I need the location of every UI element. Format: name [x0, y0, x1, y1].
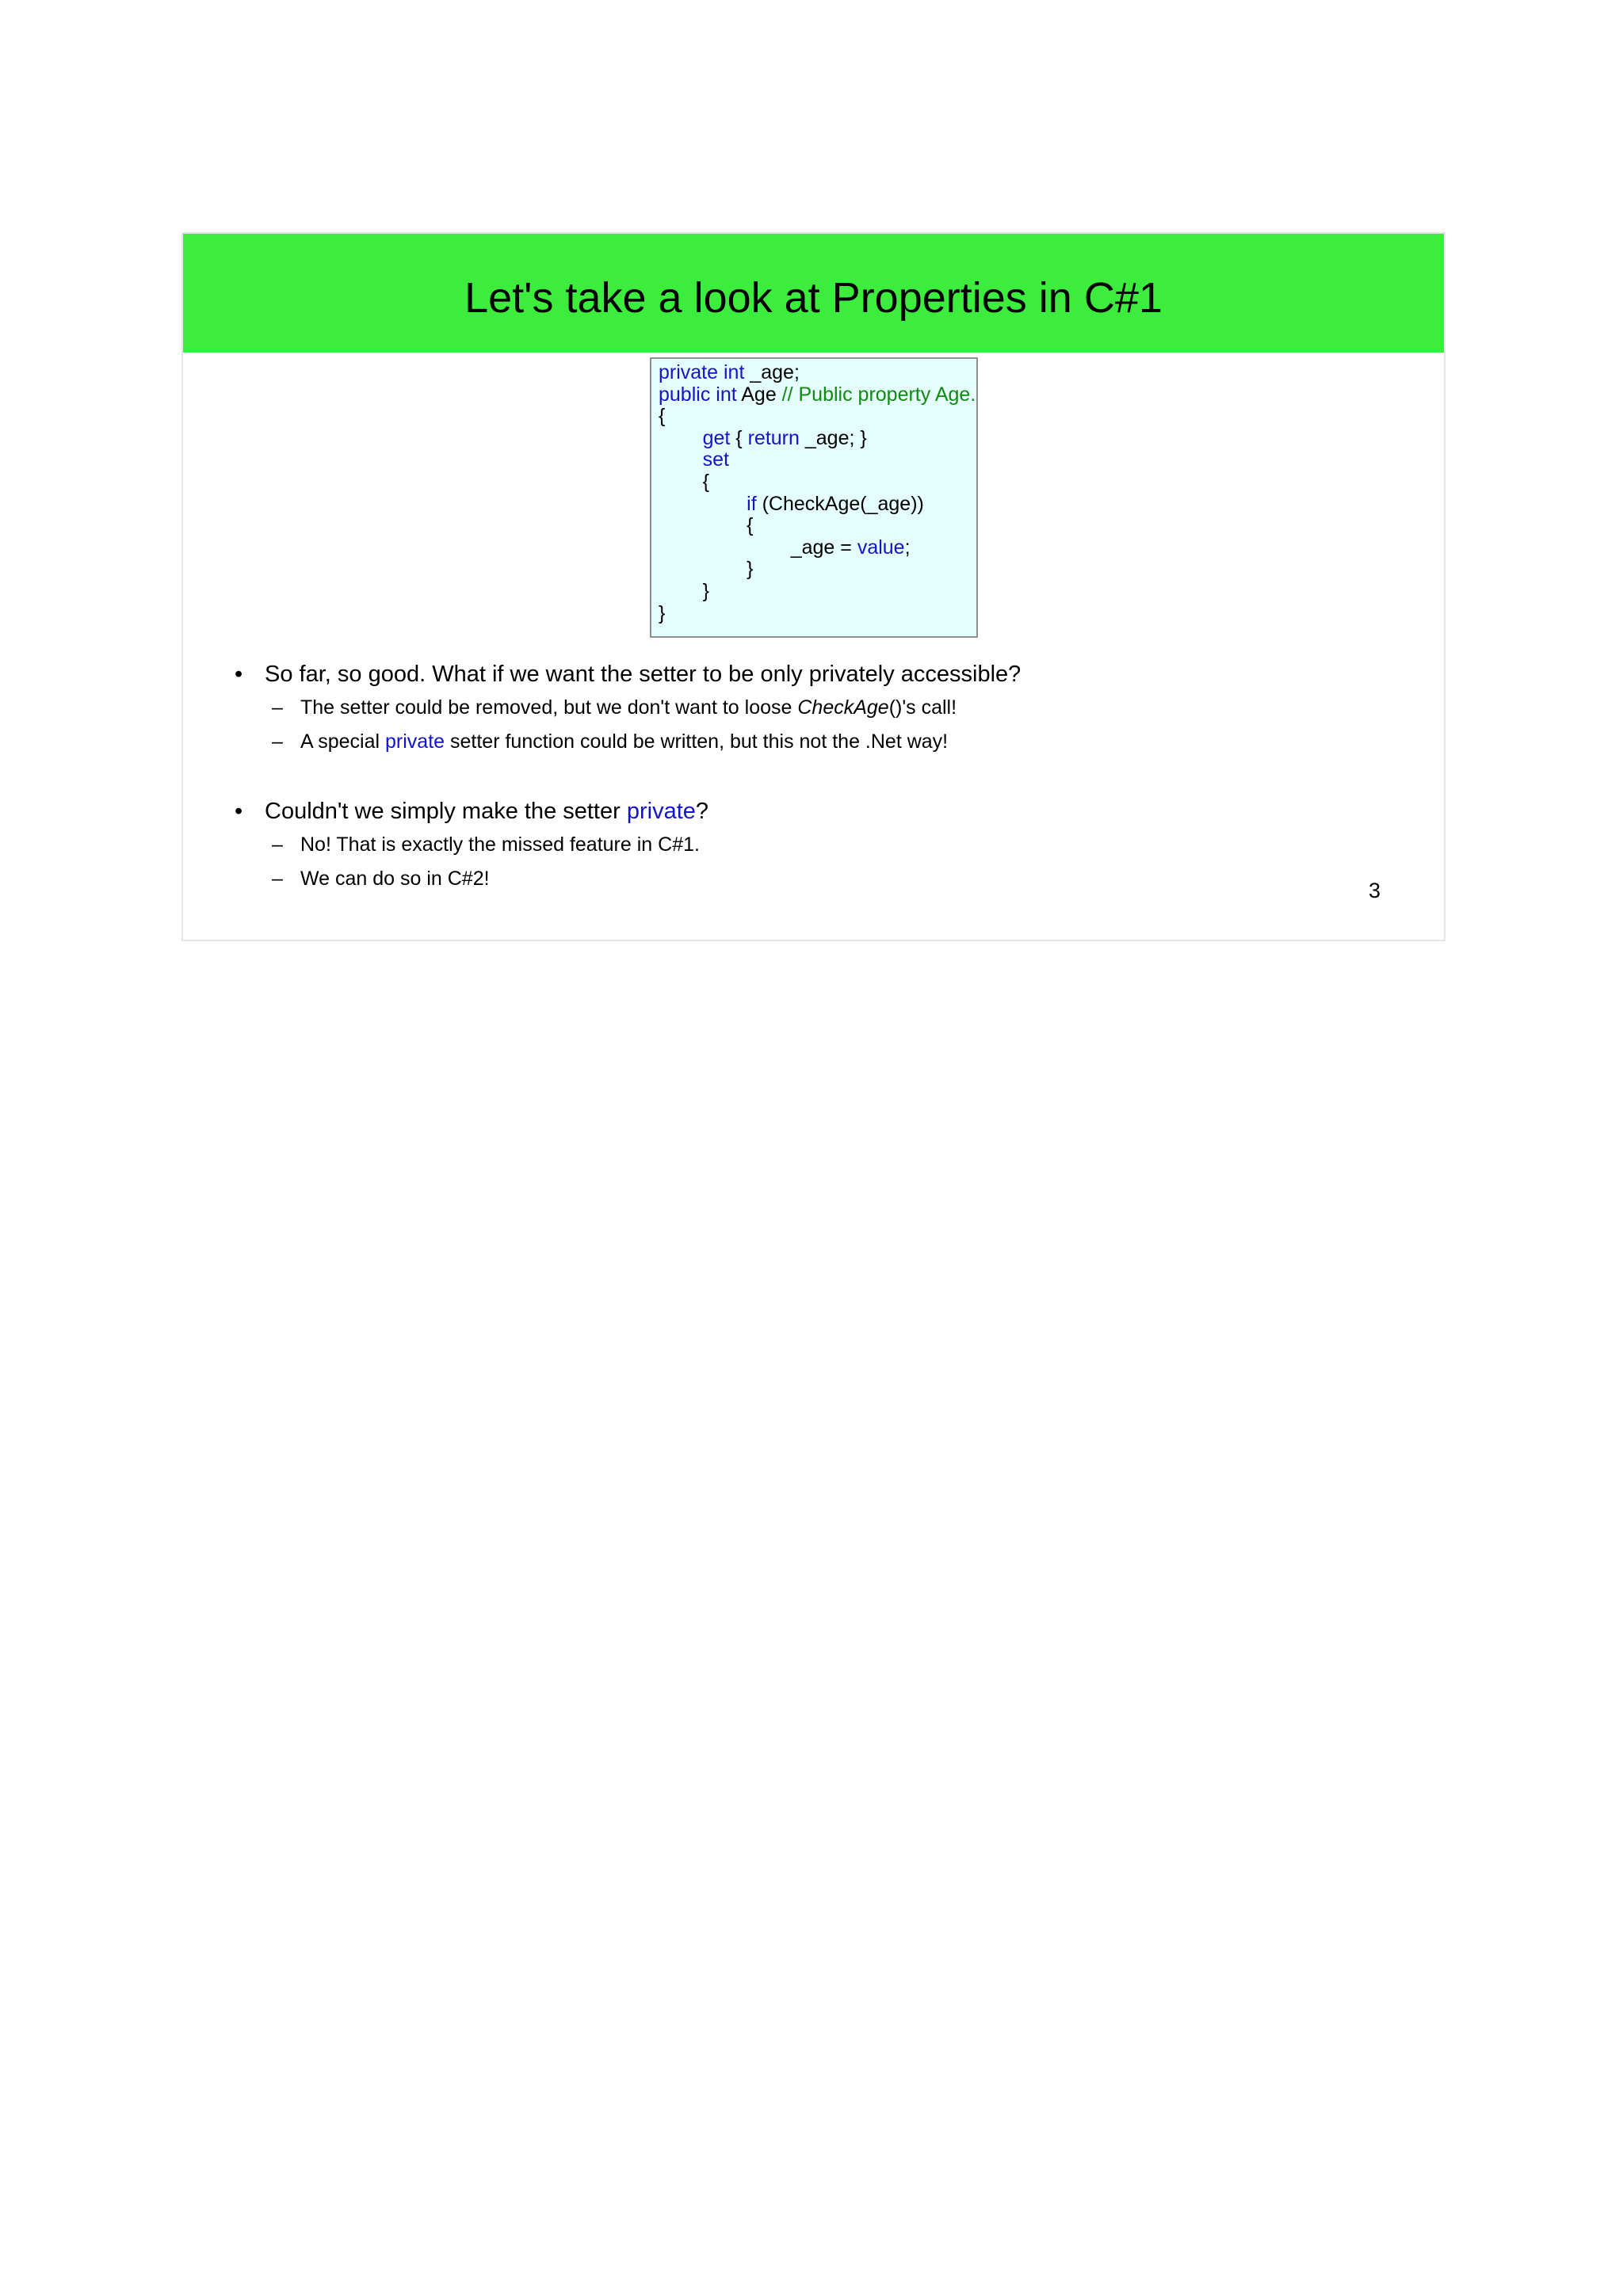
dash-icon: – [272, 868, 283, 890]
code-line-6: { [659, 470, 709, 493]
sub-bullet-text: The setter could be removed, but we don't want to loose [300, 696, 798, 719]
code-line-8: { [659, 514, 754, 537]
code-line-2 [659, 384, 976, 406]
code-line-3: { [659, 405, 666, 428]
bullet-text: So far, so good. What if we want the setter to be only privately accessible? [265, 662, 1022, 687]
page-number: 3 [1368, 879, 1381, 902]
code-line-11: } [659, 579, 709, 602]
code-line-7 [659, 494, 976, 516]
sub-bullet-text: No! That is exactly the missed feature in C#1. [300, 833, 700, 856]
code-text: _age = [790, 536, 857, 559]
sub-bullet-1-1 [272, 696, 957, 719]
slide [181, 232, 1445, 941]
sub-bullet-text: setter function could be written, but this not the .Net way! [445, 730, 949, 753]
code-indent [659, 427, 703, 449]
sub-bullet-emphasis: CheckAge [797, 696, 889, 719]
code-line-1 [659, 362, 976, 384]
code-line-10: } [659, 558, 754, 581]
bullet-dot-icon: • [235, 799, 243, 824]
dash-icon: – [272, 696, 283, 719]
dash-icon: – [272, 730, 283, 753]
code-keyword: if [747, 492, 757, 515]
sub-bullet-2-2 [272, 868, 490, 891]
code-block [650, 357, 978, 638]
code-line-4 [659, 428, 976, 450]
sub-bullet-text: A special [300, 730, 386, 753]
bullet-keyword: private [626, 799, 696, 824]
dash-icon: – [272, 833, 283, 856]
code-comment: // Public property Age. [781, 383, 976, 406]
sub-bullet-text: ()'s call! [888, 696, 957, 719]
code-text: (CheckAge(_age)) [756, 492, 924, 515]
code-indent [659, 536, 791, 559]
bullet-dot-icon: • [235, 662, 243, 687]
code-text: _age; [744, 361, 800, 383]
code-text: ; [904, 536, 911, 559]
code-keyword: private int [659, 361, 745, 383]
code-line-9 [659, 537, 976, 559]
sub-bullet-2-1 [272, 833, 700, 856]
bullet-text: Couldn't we simply make the setter [265, 799, 627, 824]
code-keyword: set [702, 448, 729, 471]
code-line-12: } [659, 601, 666, 624]
code-keyword: get [702, 426, 731, 449]
bullet-text: ? [695, 799, 709, 824]
code-keyword: value [857, 536, 905, 559]
code-text: Age [736, 383, 782, 406]
slide-title: Let's take a look at Properties in C#1 [464, 274, 1163, 322]
bullet-item-1 [235, 662, 1021, 688]
sub-bullet-keyword: private [385, 730, 445, 753]
code-keyword: public int [659, 383, 737, 406]
sub-bullet-1-2 [272, 730, 948, 753]
code-text: _age; } [799, 426, 867, 449]
title-bar [183, 234, 1444, 353]
code-indent [659, 493, 747, 515]
code-keyword: return [747, 426, 800, 449]
code-line-5 [659, 449, 976, 471]
code-indent [659, 448, 703, 471]
bullet-item-2 [235, 799, 708, 825]
code-text: { [730, 426, 748, 449]
sub-bullet-text: We can do so in C#2! [300, 868, 490, 890]
